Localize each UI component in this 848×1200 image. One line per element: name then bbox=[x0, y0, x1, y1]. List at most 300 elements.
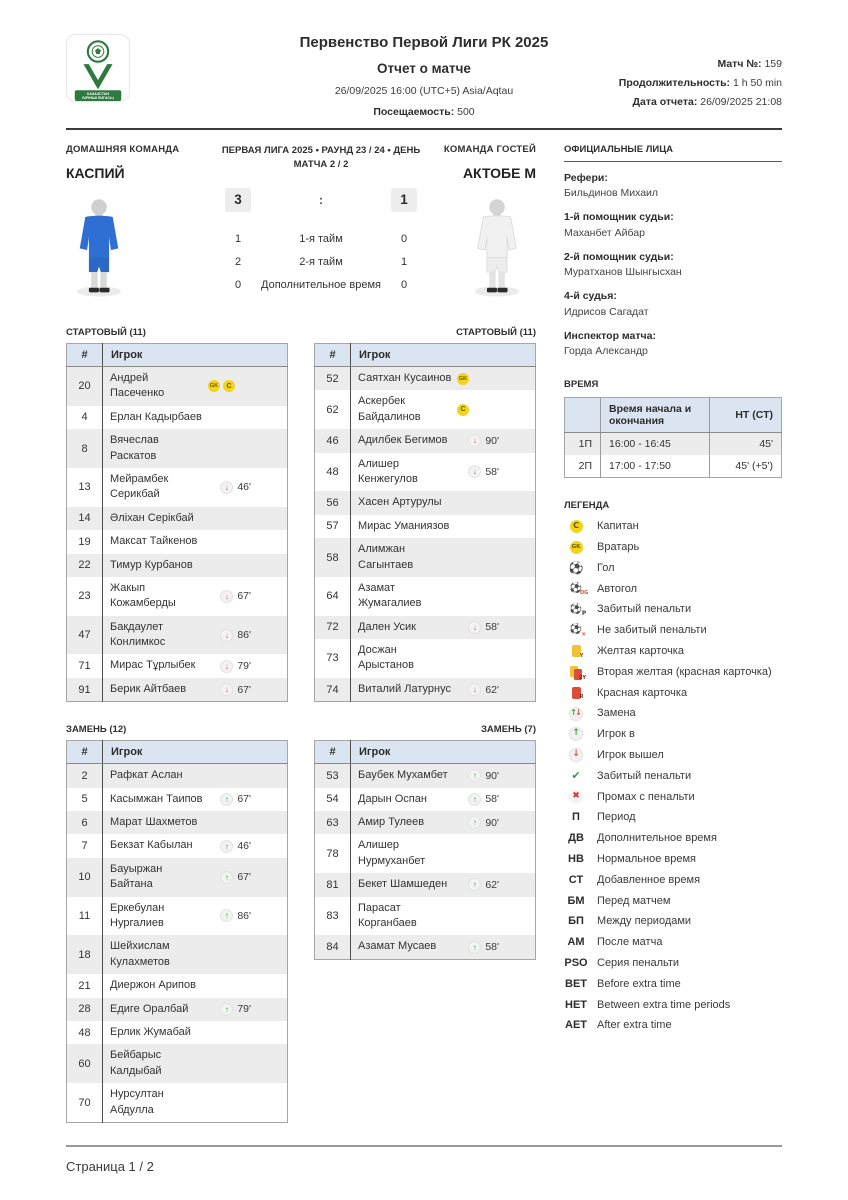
away-starting-section bbox=[314, 327, 536, 702]
report-subtitle: Отчет о матче bbox=[377, 61, 471, 76]
legend-item bbox=[564, 769, 782, 783]
period-duration: 45' bbox=[710, 433, 782, 456]
player-name: Парасат Корганбаев bbox=[358, 901, 417, 929]
player-name: Азамат Мусаев bbox=[358, 940, 437, 953]
substitution-minute: 90' bbox=[485, 816, 499, 829]
substitution-event bbox=[468, 434, 499, 447]
report-header bbox=[66, 34, 782, 118]
player-row bbox=[67, 616, 288, 655]
substitution-event bbox=[220, 481, 251, 494]
substitution-arrow-icon bbox=[468, 769, 481, 782]
player-number: 10 bbox=[78, 871, 91, 884]
legend-item bbox=[564, 686, 782, 700]
away-starting-table bbox=[314, 343, 536, 702]
player-name: Мирас Уманиязов bbox=[358, 519, 450, 532]
match-duration-value: 1 h 50 min bbox=[732, 77, 782, 89]
legend-section bbox=[564, 500, 782, 1032]
number-column-header: # bbox=[315, 344, 351, 367]
player-name: Дален Усик bbox=[358, 620, 416, 633]
period-time-range: 17:00 - 17:50 bbox=[601, 455, 710, 478]
normal-time-header: НТ (СТ) bbox=[710, 398, 782, 433]
substitution-minute: 90' bbox=[485, 434, 499, 447]
period-time-range: 16:00 - 16:45 bbox=[601, 433, 710, 456]
legend-item bbox=[564, 873, 782, 887]
player-number: 57 bbox=[326, 520, 339, 533]
match-number-value: 159 bbox=[764, 58, 782, 70]
score-separator: : bbox=[319, 192, 323, 207]
player-number: 64 bbox=[326, 590, 339, 603]
substitution-arrow-icon bbox=[468, 621, 481, 634]
substitution-event bbox=[220, 1003, 251, 1016]
official-name: Маханбет Айбар bbox=[564, 226, 645, 239]
player-row bbox=[67, 811, 288, 834]
legend-label: Замена bbox=[597, 707, 636, 720]
page-title: Первенство Первой Лиги РК 2025 bbox=[299, 34, 549, 51]
legend-item bbox=[564, 582, 782, 596]
player-row bbox=[67, 367, 288, 406]
player-row bbox=[67, 998, 288, 1021]
legend-label: Между периодами bbox=[597, 915, 692, 928]
player-row bbox=[315, 935, 536, 959]
player-name: Бекет Шамшеден bbox=[358, 878, 448, 891]
legend-item bbox=[564, 831, 782, 845]
legend-icon bbox=[570, 541, 583, 554]
player-number: 4 bbox=[81, 411, 88, 424]
player-name: Амир Тулеев bbox=[358, 816, 425, 829]
legend-icon bbox=[570, 605, 582, 615]
substitution-arrow-icon bbox=[220, 629, 233, 642]
substitution-event bbox=[468, 465, 499, 478]
period-score-row bbox=[221, 278, 421, 292]
legend-item bbox=[564, 790, 782, 804]
legend-label: Забитый пенальти bbox=[597, 603, 692, 616]
player-row bbox=[315, 367, 536, 391]
substitution-event bbox=[468, 621, 499, 634]
player-row bbox=[315, 577, 536, 616]
official-role: Инспектор матча: bbox=[564, 329, 656, 342]
substitution-arrow-icon bbox=[220, 840, 233, 853]
period-code: 2П bbox=[578, 460, 592, 473]
substitution-event bbox=[220, 840, 251, 853]
legend-code: BET bbox=[565, 977, 587, 990]
player-number: 58 bbox=[326, 551, 339, 564]
away-team-kit bbox=[464, 195, 530, 298]
player-name: Дарын Оспан bbox=[358, 792, 427, 805]
player-name: Еркебулан Нургалиев bbox=[110, 901, 165, 929]
legend-icon bbox=[569, 727, 583, 741]
substitution-arrow-icon bbox=[220, 481, 233, 494]
goalkeeper-badge-icon bbox=[208, 380, 220, 392]
match-number bbox=[612, 58, 782, 70]
legend-label: Забитый пенальти bbox=[597, 769, 692, 782]
legend-title: ЛЕГЕНДА bbox=[564, 500, 610, 512]
player-name: Досжан Арыстанов bbox=[358, 644, 414, 672]
player-name: Алишер Кенжегулов bbox=[358, 457, 418, 485]
legend-item bbox=[564, 977, 782, 991]
legend-item bbox=[564, 540, 782, 554]
time-table-corner-cell bbox=[565, 398, 601, 433]
legend-code: ДВ bbox=[568, 832, 584, 845]
player-row bbox=[315, 390, 536, 429]
player-number: 5 bbox=[81, 793, 88, 806]
legend-label: Красная карточка bbox=[597, 686, 688, 699]
legend-label: Вратарь bbox=[597, 540, 640, 553]
number-column-header: # bbox=[315, 741, 351, 764]
home-score: 3 bbox=[225, 188, 251, 212]
player-row bbox=[315, 616, 536, 639]
player-number: 46 bbox=[326, 434, 339, 447]
logo-text-line1: КАЗАХСТАН bbox=[86, 92, 110, 97]
official-name: Идрисов Сагадат bbox=[564, 305, 649, 318]
player-number: 71 bbox=[78, 660, 91, 673]
player-number: 48 bbox=[78, 1026, 91, 1039]
player-name: Аскербек Байдалинов bbox=[358, 395, 421, 423]
officials-section bbox=[564, 144, 782, 359]
period-away-score: 0 bbox=[400, 232, 408, 245]
player-row bbox=[315, 678, 536, 702]
player-number: 6 bbox=[81, 816, 88, 829]
legend-code: БП bbox=[568, 915, 584, 928]
substitution-minute: 67' bbox=[237, 590, 251, 603]
player-name: Хасен Артурулы bbox=[358, 496, 442, 509]
home-subs-section bbox=[66, 724, 288, 1123]
legend-icon bbox=[569, 562, 584, 574]
match-summary bbox=[66, 144, 536, 303]
legend-item bbox=[564, 623, 782, 637]
player-row bbox=[67, 678, 288, 702]
player-name: Берик Айтбаев bbox=[110, 682, 187, 695]
away-score: 1 bbox=[391, 188, 417, 212]
substitution-event bbox=[468, 683, 499, 696]
substitution-arrow-icon bbox=[220, 683, 233, 696]
away-team-block bbox=[436, 144, 536, 303]
player-row bbox=[315, 897, 536, 936]
substitution-arrow-icon bbox=[468, 878, 481, 891]
substitution-arrow-icon bbox=[220, 660, 233, 673]
player-name: Виталий Латурнус bbox=[358, 682, 451, 695]
number-column-header: # bbox=[67, 741, 103, 764]
away-subs-title: ЗАМЕНЬ (7) bbox=[480, 724, 536, 736]
away-starting-title: СТАРТОВЫЙ (11) bbox=[456, 327, 536, 338]
legend-label: Вторая желтая (красная карточка) bbox=[597, 665, 772, 678]
official-name: Бильдинов Михаил bbox=[564, 187, 659, 200]
legend-label: Капитан bbox=[597, 520, 639, 533]
legend-item bbox=[564, 727, 782, 741]
player-number: 14 bbox=[78, 512, 91, 525]
period-home-score: 0 bbox=[234, 279, 242, 292]
substitution-arrow-icon bbox=[220, 871, 233, 884]
player-number: 63 bbox=[326, 816, 339, 829]
player-number: 7 bbox=[81, 840, 88, 853]
player-name: Едиге Оралбай bbox=[110, 1002, 189, 1015]
match-duration bbox=[612, 77, 782, 89]
player-row bbox=[67, 406, 288, 429]
substitution-minute: 58' bbox=[485, 465, 499, 478]
substitution-minute: 58' bbox=[485, 793, 499, 806]
substitution-minute: 86' bbox=[237, 629, 251, 642]
period-home-score: 1 bbox=[234, 232, 242, 245]
official-role: 2-й помощник судьи: bbox=[564, 250, 674, 263]
player-number: 74 bbox=[326, 683, 339, 696]
home-starting-section bbox=[66, 327, 288, 702]
player-number: 73 bbox=[326, 652, 339, 665]
time-section bbox=[564, 379, 782, 478]
player-row bbox=[67, 1083, 288, 1122]
legend-item bbox=[564, 894, 782, 908]
player-number: 13 bbox=[78, 481, 91, 494]
away-team-name: АКТОБЕ М bbox=[462, 165, 536, 181]
player-row bbox=[67, 897, 288, 936]
player-name: Саятхан Кусаинов bbox=[358, 372, 452, 384]
player-row bbox=[67, 834, 288, 857]
attendance-label: Посещаемость: bbox=[373, 106, 455, 118]
substitution-minute: 67' bbox=[237, 871, 251, 884]
official-entry bbox=[564, 210, 782, 240]
player-row bbox=[67, 507, 288, 530]
legend-icon bbox=[570, 520, 583, 533]
player-name: Андрей Пасеченко bbox=[110, 372, 165, 400]
substitution-minute: 79' bbox=[237, 1003, 251, 1016]
report-date-value: 26/09/2025 21:08 bbox=[700, 96, 782, 108]
player-row bbox=[67, 468, 288, 507]
legend-item bbox=[564, 1018, 782, 1032]
substitution-minute: 62' bbox=[485, 878, 499, 891]
legend-label: Before extra time bbox=[597, 977, 681, 990]
player-number: 78 bbox=[326, 847, 339, 860]
player-name: Рафкат Аслан bbox=[110, 769, 183, 782]
player-name: Касымжан Таипов bbox=[110, 792, 203, 805]
legend-item bbox=[564, 852, 782, 866]
player-number: 54 bbox=[326, 793, 339, 806]
player-row bbox=[67, 858, 288, 897]
player-row bbox=[67, 1021, 288, 1044]
substitution-arrow-icon bbox=[220, 793, 233, 806]
player-name: Әліхан Серікбай bbox=[110, 511, 194, 524]
legend-label: Нормальное время bbox=[597, 852, 696, 865]
player-number: 70 bbox=[78, 1096, 91, 1109]
player-name: Бекзат Кабылан bbox=[110, 839, 193, 852]
legend-code: НВ bbox=[568, 852, 584, 865]
time-section-title: ВРЕМЯ bbox=[564, 379, 599, 391]
legend-code: БМ bbox=[567, 894, 585, 907]
player-number: 47 bbox=[78, 629, 91, 642]
player-name: Ерлик Жумабай bbox=[110, 1025, 191, 1038]
legend-item bbox=[564, 644, 782, 658]
legend-code: HET bbox=[565, 998, 587, 1011]
player-row bbox=[67, 764, 288, 788]
substitution-arrow-icon bbox=[468, 683, 481, 696]
period-label: Дополнительное время bbox=[261, 279, 381, 292]
substitution-minute: 62' bbox=[485, 683, 499, 696]
player-name: Алишер Нурмуханбет bbox=[358, 839, 426, 867]
player-column-header: Игрок bbox=[351, 741, 536, 764]
legend-code: AET bbox=[565, 1019, 587, 1032]
period-label: 2-я тайм bbox=[299, 255, 343, 268]
legend-label: Between extra time periods bbox=[597, 998, 731, 1011]
player-number: 18 bbox=[78, 948, 91, 961]
legend-icon bbox=[569, 748, 583, 762]
player-number: 81 bbox=[326, 878, 339, 891]
player-row bbox=[315, 639, 536, 678]
home-team-kit bbox=[66, 195, 132, 298]
legend-code: PSO bbox=[564, 956, 588, 969]
legend-label: After extra time bbox=[597, 1019, 672, 1032]
substitution-minute: 67' bbox=[237, 793, 251, 806]
player-name: Мирас Тұрлыбек bbox=[110, 659, 196, 672]
logo-text-line2: БІРІНШІ ЛИГАСЫ bbox=[82, 96, 114, 101]
page-footer bbox=[66, 1145, 782, 1174]
legend-item bbox=[564, 810, 782, 824]
legend-item bbox=[564, 935, 782, 949]
officials-title: ОФИЦИАЛЬНЫЕ ЛИЦА bbox=[564, 144, 782, 162]
match-datetime: 26/09/2025 16:00 (UTC+5) Asia/Aqtau bbox=[334, 85, 514, 97]
substitution-event bbox=[468, 941, 499, 954]
substitution-arrow-icon bbox=[468, 793, 481, 806]
substitution-event bbox=[220, 793, 251, 806]
time-table bbox=[564, 397, 782, 478]
legend-label: После матча bbox=[597, 936, 663, 949]
official-role: 1-й помощник судьи: bbox=[564, 211, 674, 224]
substitution-arrow-icon bbox=[220, 1003, 233, 1016]
substitution-minute: 79' bbox=[237, 660, 251, 673]
player-number: 8 bbox=[81, 442, 88, 455]
player-row bbox=[315, 788, 536, 811]
match-duration-label: Продолжительность: bbox=[618, 77, 731, 89]
substitution-event bbox=[468, 793, 499, 806]
player-number: 11 bbox=[78, 909, 91, 922]
period-home-score: 2 bbox=[234, 255, 242, 268]
legend-label: Период bbox=[597, 811, 636, 824]
legend-icon bbox=[572, 687, 581, 699]
official-entry bbox=[564, 289, 782, 319]
player-name: Бакдаулет Конлимкос bbox=[110, 620, 166, 649]
legend-icon bbox=[572, 645, 581, 657]
time-table-row bbox=[565, 455, 782, 478]
period-code: 1П bbox=[578, 438, 592, 451]
substitution-arrow-icon bbox=[468, 941, 481, 954]
player-number: 91 bbox=[78, 683, 91, 696]
legend-label: Перед матчем bbox=[597, 894, 671, 907]
time-table-row bbox=[565, 433, 782, 456]
official-entry bbox=[564, 171, 782, 201]
player-name: Максат Тайкенов bbox=[110, 535, 198, 548]
player-number: 28 bbox=[78, 1003, 91, 1016]
player-row bbox=[315, 873, 536, 896]
home-starting-title: СТАРТОВЫЙ (11) bbox=[66, 327, 146, 338]
player-row bbox=[315, 429, 536, 452]
legend-icon bbox=[570, 625, 582, 635]
period-score-row bbox=[221, 255, 421, 269]
captain-badge-icon bbox=[457, 404, 469, 416]
substitution-arrow-icon bbox=[468, 465, 481, 478]
substitution-event bbox=[220, 629, 251, 642]
player-name: Жакып Кожамберды bbox=[110, 581, 176, 610]
footer-divider bbox=[66, 1145, 782, 1147]
substitution-arrow-icon bbox=[220, 590, 233, 603]
official-name: Муратханов Шынгысхан bbox=[564, 266, 682, 279]
number-column-header: # bbox=[67, 344, 103, 367]
league-logo-emblem bbox=[67, 34, 129, 102]
competition-round-line: ПЕРВАЯ ЛИГА 2025 • РАУНД 23 / 24 • ДЕНЬ МАТЧА 2 / 2 bbox=[221, 145, 421, 170]
player-row bbox=[67, 554, 288, 577]
player-name: Шейхислам Кулахметов bbox=[110, 940, 170, 968]
score-block bbox=[206, 144, 436, 303]
player-number: 83 bbox=[326, 909, 339, 922]
legend-icon bbox=[570, 666, 578, 677]
legend-label: Автогол bbox=[597, 582, 638, 595]
substitution-minute: 58' bbox=[485, 941, 499, 954]
legend-item bbox=[564, 602, 782, 616]
player-name: Тимур Курбанов bbox=[110, 558, 193, 571]
substitution-arrow-icon bbox=[468, 816, 481, 829]
league-logo bbox=[66, 34, 130, 102]
legend-label: Дополнительное время bbox=[597, 832, 717, 845]
substitution-event bbox=[468, 769, 499, 782]
player-number: 21 bbox=[78, 979, 91, 992]
player-number: 2 bbox=[81, 769, 88, 782]
legend-item bbox=[564, 748, 782, 762]
player-name: Бейбарыс Калдыбай bbox=[110, 1049, 162, 1077]
player-name: Баубек Мухамбет bbox=[358, 769, 448, 782]
legend-label: Игрок вышел bbox=[597, 748, 664, 761]
home-team-block bbox=[66, 144, 206, 303]
final-score bbox=[221, 188, 421, 212]
official-entry bbox=[564, 329, 782, 359]
legend-code: П bbox=[572, 811, 580, 824]
home-team-label: ДОМАШНЯЯ КОМАНДА bbox=[66, 144, 180, 155]
player-name: Диержон Арипов bbox=[110, 979, 196, 992]
player-name: Вячеслав Раскатов bbox=[110, 434, 159, 462]
page-number: Страница 1 / 2 bbox=[66, 1159, 154, 1174]
substitution-event bbox=[220, 660, 251, 673]
player-number: 20 bbox=[78, 380, 91, 393]
substitution-event bbox=[220, 871, 251, 884]
player-row bbox=[67, 429, 288, 468]
legend-icon bbox=[569, 790, 583, 804]
player-number: 52 bbox=[326, 372, 339, 385]
player-number: 84 bbox=[326, 941, 339, 954]
substitution-minute: 90' bbox=[485, 769, 499, 782]
period-away-score: 0 bbox=[400, 279, 408, 292]
player-name: Азамат Жумагалиев bbox=[358, 581, 422, 610]
player-number: 22 bbox=[78, 559, 91, 572]
report-date-label: Дата отчета: bbox=[632, 96, 698, 108]
match-number-label: Матч №: bbox=[717, 58, 762, 70]
player-name: Алимжан Сагынтаев bbox=[358, 543, 414, 571]
period-duration: 45' (+5') bbox=[710, 455, 782, 478]
player-row bbox=[315, 515, 536, 538]
legend-label: Не забитый пенальти bbox=[597, 624, 707, 637]
legend-label: Промах с пенальти bbox=[597, 790, 695, 803]
substitution-event bbox=[468, 816, 499, 829]
legend-item bbox=[564, 706, 782, 720]
player-column-header: Игрок bbox=[103, 344, 288, 367]
legend-item bbox=[564, 665, 782, 679]
player-row bbox=[315, 538, 536, 577]
player-column-header: Игрок bbox=[351, 344, 536, 367]
legend-icon bbox=[570, 584, 582, 594]
legend-icon bbox=[571, 769, 580, 783]
report-date bbox=[612, 96, 782, 108]
legend-label: Серия пенальти bbox=[597, 956, 680, 969]
player-number: 19 bbox=[78, 535, 91, 548]
period-away-score: 1 bbox=[400, 255, 408, 268]
official-role: Рефери: bbox=[564, 172, 608, 184]
away-subs-table bbox=[314, 740, 536, 960]
substitution-event bbox=[468, 878, 499, 891]
away-team-label: КОМАНДА ГОСТЕЙ bbox=[443, 144, 536, 155]
player-row bbox=[67, 530, 288, 553]
